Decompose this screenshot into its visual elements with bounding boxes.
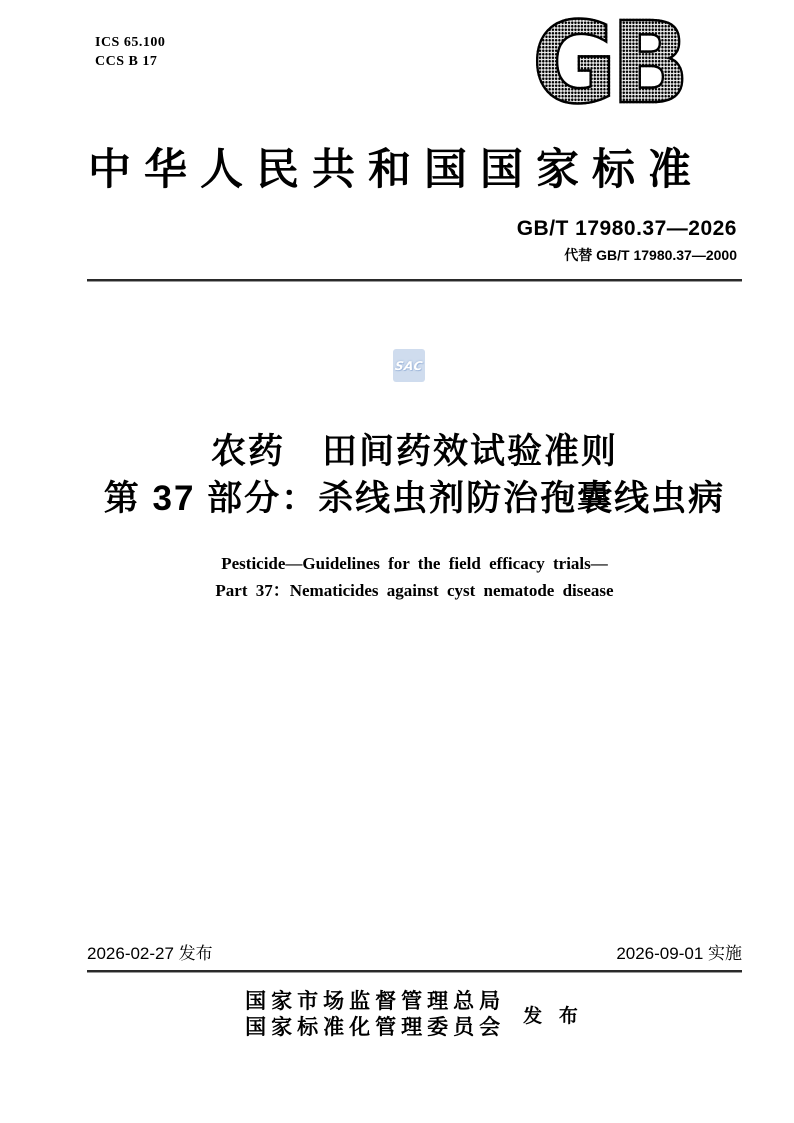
- agency-column: [245, 988, 505, 1040]
- national-standard-heading: 中华人民共和国国家标准: [88, 147, 704, 194]
- publish-label: 发 布: [523, 1005, 584, 1027]
- title-line1: 农药 田间药效试验准则: [210, 432, 618, 471]
- footer-rule: [87, 970, 742, 973]
- title-line2: 第 37 部分：杀线虫剂防治孢囊线虫病: [103, 479, 726, 518]
- standard-number: GB/T 17980.37—2026: [516, 217, 737, 240]
- document-title: [87, 428, 742, 522]
- document-title-english: [87, 550, 742, 604]
- header-rule: [87, 279, 742, 282]
- ics-code: ICS 65.100: [95, 35, 166, 50]
- gb-logo: GB: [532, 0, 685, 129]
- ccs-code: CCS B 17: [95, 54, 158, 69]
- agency-1: 国家市场监督管理总局: [245, 989, 506, 1013]
- date-row: [87, 943, 742, 965]
- replaced-standard: 代替 GB/T 17980.37—2000: [564, 247, 737, 263]
- issue-date: 2026-02-27 发布: [87, 944, 213, 963]
- agency-2: 国家标准化管理委员会: [245, 1015, 506, 1039]
- standard-number-block: [517, 216, 737, 264]
- title-en-line2: Part 37：Nematicides against cyst nematode disease: [215, 581, 614, 600]
- title-en-line1: Pesticide—Guidelines for the field efficacy trials—: [221, 554, 608, 573]
- issuing-agencies: [87, 988, 742, 1040]
- sac-watermark-text: SAC: [394, 358, 424, 373]
- sac-watermark: [393, 349, 425, 382]
- implementation-date: 2026-09-01 实施: [616, 944, 742, 963]
- ics-ccs-block: [95, 33, 165, 71]
